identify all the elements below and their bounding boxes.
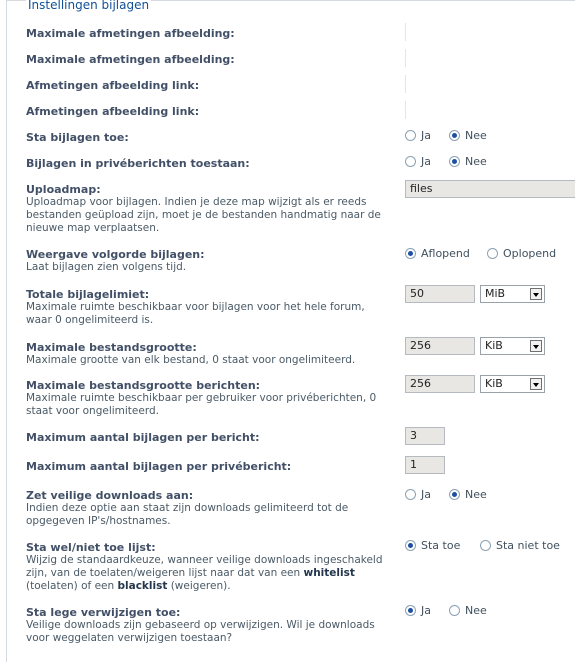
setting-description: Uploadmap voor bijlagen. Indien je deze map wijzigt als er reeds bestanden geüpload zijn, moet je de bestanden handmatig naar de nieuwe map verplaatsen.	[26, 196, 381, 234]
setting-row-secure-allow-deny	[20, 538, 575, 599]
blacklist-keyword: blacklist	[117, 580, 168, 592]
radio-option-ja[interactable]: Ja	[405, 487, 431, 501]
fieldset-legend: Instellingen bijlagen	[28, 0, 150, 12]
radio-button-selected[interactable]	[405, 605, 416, 616]
max-filesize-pm-unit-select[interactable]: KiB	[480, 375, 545, 393]
radio-option-nee[interactable]: Nee	[449, 487, 487, 501]
setting-row-display-order	[20, 248, 575, 282]
setting-title: Bijlagen in privéberichten toestaan:	[26, 157, 250, 170]
setting-row-max-attachments-pm	[20, 460, 575, 486]
radio-button-selected[interactable]	[449, 156, 460, 167]
max-attachments-pm-input[interactable]: 1	[405, 456, 445, 474]
setting-control	[405, 75, 575, 93]
setting-title: Maximale bestandsgrootte:	[26, 341, 197, 354]
radio-option-ja[interactable]: Ja	[405, 128, 431, 142]
setting-title: Totale bijlagelimiet:	[26, 288, 150, 301]
dropdown-arrow-icon	[530, 378, 542, 390]
radio-button[interactable]	[405, 489, 416, 500]
setting-row-max-filesize	[20, 341, 575, 373]
radio-option-sta-niet-toe[interactable]: Sta niet toe	[480, 538, 560, 552]
radio-option-aflopend[interactable]: Aflopend	[405, 246, 470, 260]
setting-description: Veilige downloads zijn gebaseerd op verwijzigen. Wil je downloads voor weggelaten verwijzigen toestaan?	[26, 619, 375, 644]
setting-description: Wijzig de standaardkeuze, wanneer veilige downloads ingeschakeld zijn, van de toelaten/weigeren lijst naar dat van een whitelist (toelaten) of een blacklist (weigeren).	[26, 554, 383, 592]
dropdown-arrow-icon	[530, 340, 542, 352]
max-filesize-unit-select[interactable]: KiB	[480, 337, 545, 355]
radio-option-nee[interactable]: Nee	[449, 154, 487, 168]
setting-title: Maximale afmetingen afbeelding:	[26, 27, 235, 40]
setting-title: Maximum aantal bijlagen per privébericht:	[26, 460, 292, 473]
setting-row-max-filesize-pm	[20, 379, 575, 425]
quota-unit-select[interactable]: MiB	[480, 285, 545, 303]
radio-button-selected[interactable]	[405, 540, 416, 551]
radio-button-selected[interactable]	[449, 489, 460, 500]
radio-button[interactable]	[487, 248, 498, 259]
setting-title: Weergave volgorde bijlagen:	[26, 248, 205, 261]
setting-description: Maximale ruimte beschikbaar voor bijlagen voor het hele forum, waar 0 ongelimiteerd is.	[26, 301, 365, 326]
attachment-settings-fieldset	[6, 0, 575, 662]
setting-title: Afmetingen afbeelding link:	[26, 79, 200, 92]
max-filesize-pm-input[interactable]: 256	[405, 375, 475, 393]
setting-description: Laat bijlagen zien volgens tijd.	[26, 261, 187, 273]
radio-option-ja[interactable]: Ja	[405, 603, 431, 617]
setting-control	[405, 49, 575, 67]
max-filesize-input[interactable]: 256	[405, 337, 475, 355]
quota-input[interactable]: 50	[405, 285, 475, 303]
setting-description: Indien deze optie aan staat zijn downloads gelimiteerd tot de opgegeven IP's/hostnames.	[26, 502, 349, 527]
radio-button-selected[interactable]	[405, 248, 416, 259]
setting-row-max-attachments	[20, 431, 575, 457]
upload-path-input[interactable]: files	[405, 180, 575, 198]
setting-title: Sta wel/niet toe lijst:	[26, 541, 156, 554]
setting-row-pm-attachments	[20, 154, 575, 181]
setting-title: Sta lege verwijzigen toe:	[26, 606, 181, 619]
radio-button[interactable]	[449, 605, 460, 616]
setting-title: Uploadmap:	[26, 183, 101, 196]
radio-button-selected[interactable]	[449, 130, 460, 141]
setting-row-upload-path	[20, 183, 575, 243]
radio-option-sta-toe[interactable]: Sta toe	[405, 538, 460, 552]
radio-option-nee[interactable]: Nee	[449, 128, 487, 142]
setting-row-secure-downloads	[20, 489, 575, 535]
radio-option-ja[interactable]: Ja	[405, 154, 431, 168]
radio-button[interactable]	[405, 156, 416, 167]
setting-control	[405, 23, 575, 41]
setting-title: Zet veilige downloads aan:	[26, 489, 194, 502]
setting-control	[405, 101, 575, 119]
setting-title: Maximale afmetingen afbeelding:	[26, 53, 235, 66]
whitelist-keyword: whitelist	[303, 567, 355, 579]
setting-description: Maximale grootte van elk bestand, 0 staat voor ongelimiteerd.	[26, 354, 356, 366]
setting-title: Afmetingen afbeelding link:	[26, 105, 200, 118]
setting-row-empty-referrer	[20, 603, 575, 652]
max-attachments-input[interactable]: 3	[405, 427, 445, 445]
setting-title: Sta bijlagen toe:	[26, 131, 129, 144]
radio-button[interactable]	[405, 130, 416, 141]
setting-row-attachment-quota	[20, 288, 575, 332]
dropdown-arrow-icon	[530, 288, 542, 300]
radio-button[interactable]	[480, 540, 491, 551]
setting-description: Maximale ruimte beschikbaar per gebruiker voor privéberichten, 0 staat voor ongelimiteerd.	[26, 392, 377, 417]
radio-option-oplopend[interactable]: Oplopend	[487, 246, 556, 260]
radio-option-nee[interactable]: Nee	[449, 603, 487, 617]
setting-title: Maximale bestandsgrootte berichten:	[26, 379, 261, 392]
setting-title: Maximum aantal bijlagen per bericht:	[26, 431, 260, 444]
